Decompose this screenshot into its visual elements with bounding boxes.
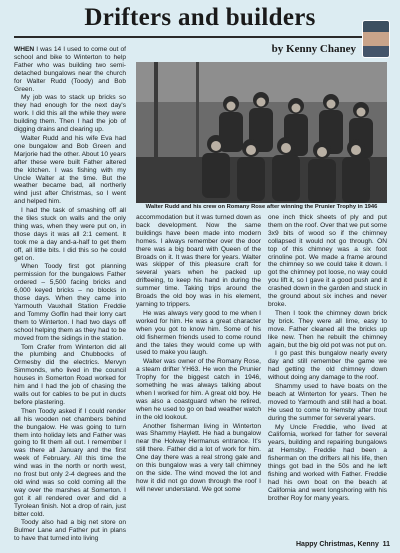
paragraph (14, 46, 126, 93)
crew-photo (136, 62, 387, 203)
column-3 (268, 214, 387, 539)
paragraph: Then I took the chimney down brick by brick. They were all lime, easy to move. Father cleaned all the bricks up like new. Then he rebuilt the chimney again, but the big old pot was not put on. (268, 309, 387, 349)
paragraph: Toody also had a big net store on Bulmer Lane and Father put in plans to have that turned into living (14, 519, 126, 543)
paragraph: Walter Rudd and his wife Eva had one bungalow and Bob Green and Marjorie had the other. About 10 years after these were built Father altered the kitchen. I was fishing with my Uncle Walter at the time. But the weather became bad, all northerly wind just after Christmas, so I went and helped him. (14, 134, 126, 206)
paragraph: My Uncle Freddie, who lived at California, worked for father for several years, building and repairing bungalows at Hemsby. Freddie had been a fisherman on the drifters all his life, then things got bad in the 50s and he left fishing and worked with Father. Freddie had his own boat on the beach at California and went longshoring with his brother Roy for many years. (268, 423, 387, 502)
title-rule (14, 36, 386, 38)
paragraph: My job was to stack up bricks so they had enough for the next day's work. I did this all the while they were building them. Then I had the job of digging drains and clearing up. (14, 94, 126, 134)
signoff: Happy Christmas, Kenny (296, 541, 379, 548)
paragraph: Walter was owner of the Romany Rose, a steam drifter YH63. He won the Prunier Trophy for the biggest catch in 1946, something he was always talking about when I worked for him. A great old boy. He was also a coastguard when he retired, when he used to go on bad weather watch in the old lookout. (136, 358, 261, 421)
photo-caption: Walter Rudd and his crew on Romany Rose after winning the Prunier Trophy in 1946 (145, 204, 378, 210)
column-1 (14, 46, 126, 551)
paragraph-text: I was 14 I used to come out of school and bike to Winterton to help Father who was building two semi-detached bungalows near the church for Walter Rudd (Toody) and Bob Green. (14, 46, 126, 93)
column-2 (136, 214, 261, 551)
paragraph: I go past this bungalow nearly every day and still remember the game we had getting the old chimney down without doing any damage to the roof. (268, 350, 387, 382)
byline: by Kenny Chaney (271, 43, 356, 55)
paragraph: one inch thick sheets of ply and put them on the roof. Over that we put some 3x9 bits of wood so if the chimney collapsed it would not go through. ON top of this chimney was a six foot crinoline pot. We made a frame around the chimney so we could take it down. I got the chimney pot loose, no way could you lift it, so I gave it a good push and it crashed down in the garden and stuck in the ground about six inches and never broke. (268, 214, 387, 308)
paragraph: accommodation but it was turned down as back development. Now the same buildings have been made into modern homes. I always remember over the door there was a big board with Queen of the Broads on it. It was there for years. Walter was skipper of this pleasure craft for several years when he packed up drifteeing, to keep his hand in during the summer time. Taking trips around the Broads the old boy was in his element, yarning to trippers. (136, 214, 261, 308)
paragraph: I had the task of smashing off all the tiles stuck on walls and the only thing was, when they were put on, in those days it was all 2:1 cement. It took me a day and-a-half to get them off, all little bits. I did this so he could get on. (14, 207, 126, 262)
paragraph: When Toody first got planning permission for the bungalows Father ordered – 5,500 facing bricks and 6,000 keyed bricks – no blocks in those days. When they came into Yarmouth Vauxhall Station Freddie and Tommy Goffin had their lorry cart them to Winterton. I had two days off school helping them as they had to be moved from the sidings in the station. (14, 263, 126, 342)
lead-word: WHEN (14, 46, 35, 53)
paragraph: Tom Crafer from Winterton did all the plumbing and Chubbocks of Ormesby did the electrics. Mervyn Simmonds, who lived in the council houses in Somerton Road worked for him and I had the job of chasing the walls out for cables to be put in ducts before plastering. (14, 343, 126, 406)
article-title: Drifters and builders (84, 4, 316, 31)
page-number: 11 (382, 541, 390, 548)
paragraph: He was always very good to me when I worked for him. He was a great character when you got to know him. Some of his old fishermen friends used to come round and the tales they would come up with used to make you laugh. (136, 309, 261, 357)
author-headshot (362, 20, 390, 58)
paragraph: Another fisherman living in Winterton was Shammy Haylett. He had a bungalow near the Holway Hermanus entrance. It's still there. Father did a lot of work for him. One day there was a real strong gale and on this bungalow was a very tall chimney on the side. The wind moved the lot and how it did not go down through the roof I will never understand. We got some (136, 422, 261, 493)
paragraph: Shammy used to have boats on the beach at Winterton for years. Then he moved to Yarmouth and still had a boat. He used to come to Hemsby after trout during the summer for several years. (268, 383, 387, 422)
paragraph: Then Toody asked if I could render all his wooden net chambers behind the bungalow. He was going to turn them into holiday lets and Father was going to fit them all out. I remember I was there all January and the first week of February. All this time the wind was in the north or north west, no frost but only 2-4 degrees and the old wind was so cold coming all the way over the marshes at Somerton. I got it all rendered over and did a Tyrolean finish. Not a drop of rain, just bitter cold. (14, 407, 126, 518)
